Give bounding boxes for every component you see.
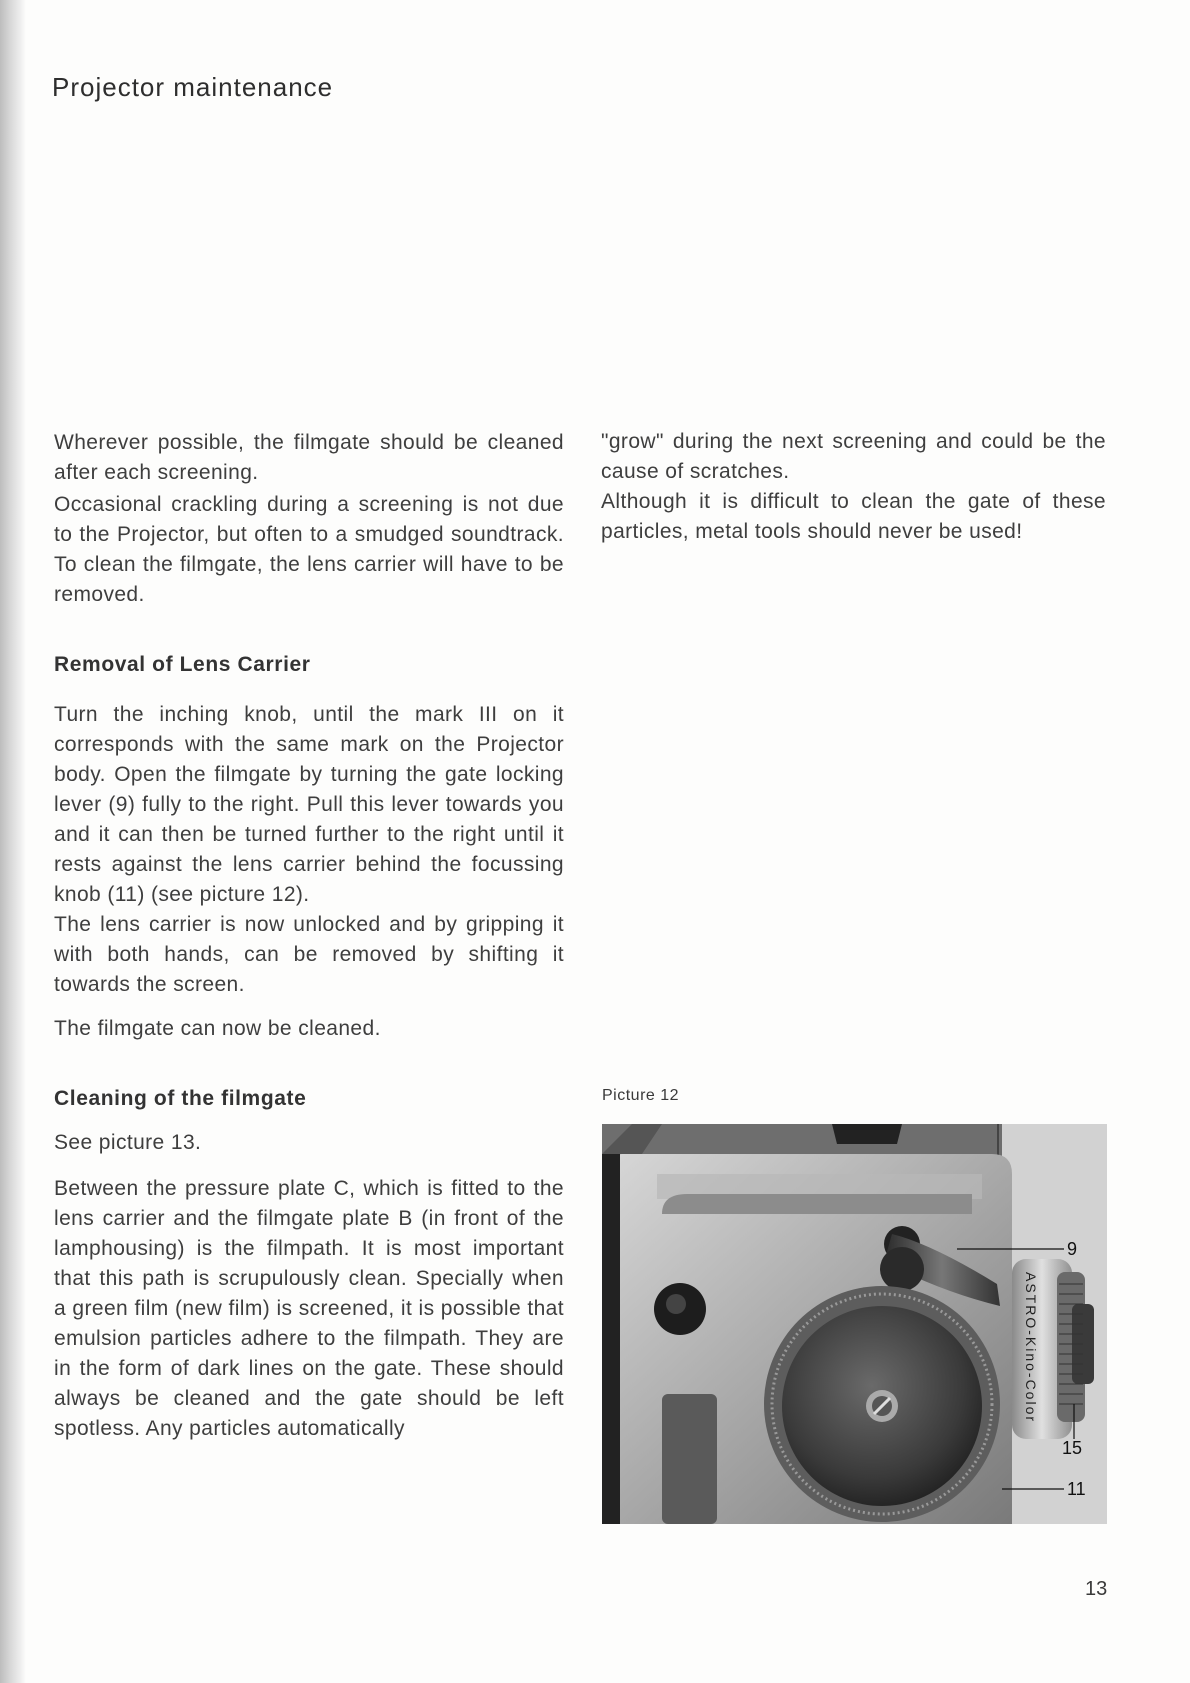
intro-paragraph-2: Occasional crackling during a screening is not due to the Projector, but often to a smudged soundtrack. To clean the filmgate, the lens carrier will have to be removed. <box>54 493 564 606</box>
removal-paragraph-1: Turn the inching knob, until the mark III on it corresponds with the same mark on the Projector body. Open the filmgate by turning the gate locking lever (9) fully to the right. Pull this lever towards you and it can then be turned further to the right until it rests against the lens carrier behind the focussing knob (11) (see picture 12). <box>54 703 564 906</box>
cleaning-paragraph-1: See picture 13. <box>54 1131 202 1154</box>
page-title: Projector maintenance <box>52 72 334 102</box>
removal-paragraph-3: The filmgate can now be cleaned. <box>54 1017 381 1040</box>
section-heading-removal: Removal of Lens Carrier <box>54 653 311 676</box>
intro-paragraph-1: Wherever possible, the filmgate should be cleaned after each screening. <box>54 431 564 484</box>
callout-lever-number: 9 <box>1067 1239 1078 1259</box>
page-number: 13 <box>1085 1578 1108 1600</box>
projector-photo <box>602 1124 1107 1524</box>
removal-paragraph-2: The lens carrier is now unlocked and by gripping it with both hands, can be removed by shifting it towards the screen. <box>54 913 564 996</box>
right-paragraph-2: Although it is difficult to clean the gate of these particles, metal tools should never be used! <box>601 490 1106 543</box>
left-column <box>54 428 564 1444</box>
cleaning-paragraph-2: Between the pressure plate C, which is fitted to the lens carrier and the filmgate plate B (in front of the lamphousing) is the filmpath. It is most important that this path is scrupulously clean. Specially when a green film (new film) is screened, it is possible that emulsion particles adhere to the filmpath. They are in the form of dark lines on the gate. These should always be cleaned and the gate should be left spotless. Any particles automatically <box>54 1177 564 1440</box>
callout-knob-number: 11 <box>1067 1479 1086 1499</box>
lens-brand-text: ASTRO-Kino-Color <box>1023 1272 1039 1424</box>
right-paragraph-1: "grow" during the next screening and could be the cause of scratches. <box>601 430 1106 483</box>
book-spine-shadow <box>0 0 26 1683</box>
callout-ring-number: 15 <box>1062 1438 1083 1458</box>
figure-caption: Picture 12 <box>602 1087 680 1104</box>
right-column <box>601 427 1106 547</box>
section-heading-cleaning: Cleaning of the filmgate <box>54 1087 307 1110</box>
